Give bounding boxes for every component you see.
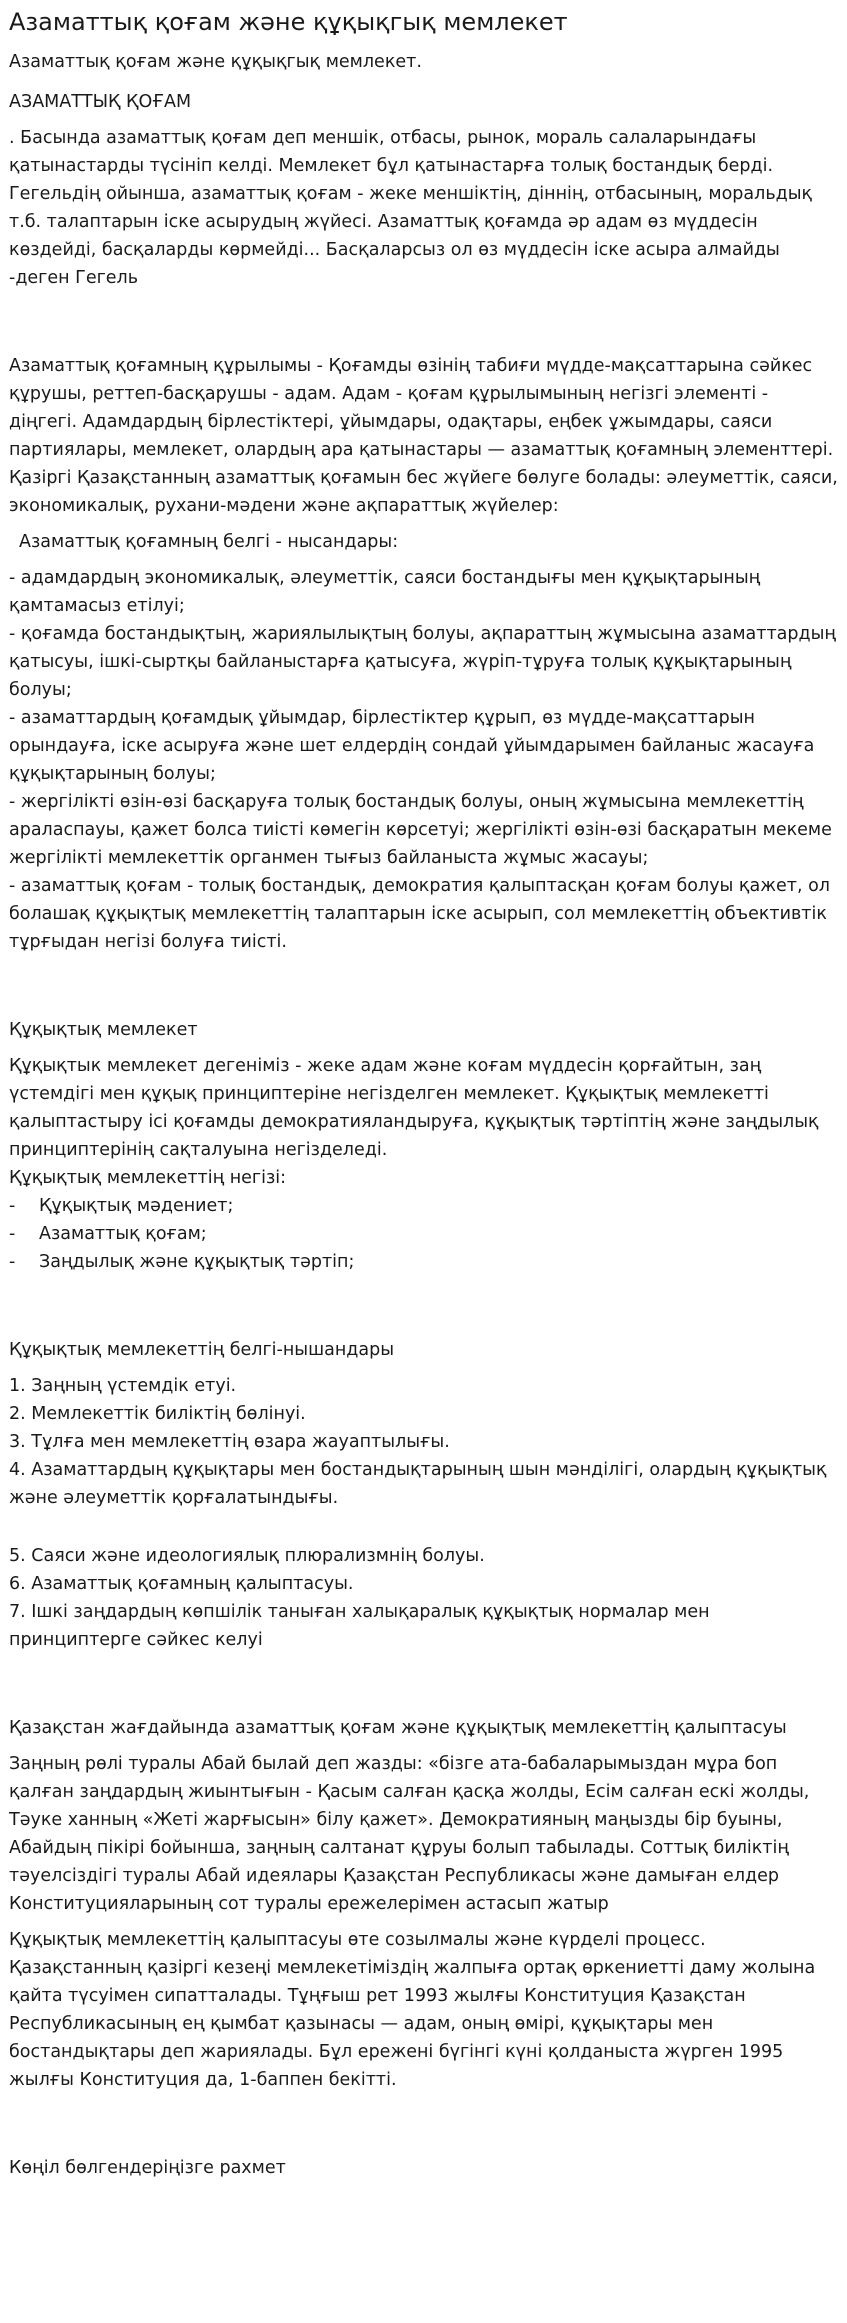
spacer: [9, 1276, 838, 1336]
basis-list: [9, 1192, 838, 1276]
section-heading-legal-state: Құқықтық мемлекет: [9, 1020, 198, 1040]
list-item: 3. Тұлға мен мемлекеттің өзара жауаптылығы.: [9, 1432, 450, 1452]
signs-heading: Азаматтық қоғамның белгі - нысандары:: [19, 532, 399, 552]
list-item: - Құқықтық мәдениет;: [9, 1196, 234, 1216]
list-item: 6. Азаматтық қоғамның қалыптасуы.: [9, 1574, 354, 1594]
section-heading-civil-society: АЗАМАТТЫҚ ҚОҒАМ: [9, 92, 192, 112]
list-item: - жергілікті өзін-өзі басқаруға толық бостандық болуы, оның жұмысына мемлекеттің араласпауы, қажет болса тиісті көмегін көрсетуі; жергілікті өзін-өзі басқаратын мекеме жергілікті мемлекеттік органмен тығыз байланыста жұмыс жасауы;: [9, 792, 832, 868]
closing-text: Көңіл бөлгендеріңізге рахмет: [9, 2158, 286, 2178]
page-title: Азаматтық қоғам және құқықгық мемлекет: [9, 8, 568, 36]
paragraph-constitution: Құқықтық мемлекеттің қалыптасуы өте созылмалы және күрделі процесс. Қазақстанның қазіргі кезеңі мемлекетіміздің жалпыға ортақ өркениетті даму жолына қайта түсуімен сипатталады. Тұңғыш рет 1993 жылғы Конституция Қазақстан Республикасының ең қымбат қазынасы — адам, оның өмірі, құқықтары мен бостандықтары деп жариялады. Бұл ережені бүгінгі күні қолданыста жүрген 1995 жылғы Конституция да, 1-баппен бекітті.: [9, 1930, 816, 2090]
spacer: [9, 1512, 838, 1542]
paragraph-civil-society-intro: . Басында азаматтық қоғам деп меншік, отбасы, рынок, мораль салаларындағы қатынастарды түсініп келді. Мемлекет бұл қатынастарға толық бостандық берді. Гегельдің ойынша, азаматтық қоғам - жеке меншіктің, діннің, отбасының, моральдық т.б. талаптарын іске асырудың жүйесі. Азаматтық қоғамда әр адам өз мүддесін көздейді, басқаларды көрмейді... Басқаларсыз ол өз мүддесін іске асыра алмайды -деген Гегель: [9, 128, 813, 288]
list-item: - қоғамда бостандықтың, жариялылықтың болуы, ақпараттың жұмысына азаматтардың қатысуы, ішкі-сыртқы байланыстарға қатысуға, жүріп-тұруға толық құқықтарының болуы;: [9, 624, 836, 700]
spacer: [9, 1654, 838, 1714]
list-item: 5. Саяси және идеологиялық плюрализмнің болуы.: [9, 1546, 485, 1566]
section-heading-legal-state-signs: Құқықтық мемлекеттің белгі-нышандары: [9, 1340, 395, 1360]
paragraph-civil-society-structure: Азаматтық қоғамның құрылымы - Қоғамды өзінің табиғи мүдде-мақсаттарына сәйкес құрушы, реттеп-басқарушы - адам. Адам - қоғам құрылымының негізгі элементі - діңгегі. Адамдардың бірлестіктері, ұйымдары, одақтары, еңбек ұжымдары, саяси партиялары, мемлекет, олардың ара қатынастары — азаматтық қоғамның элементтері.: [9, 356, 834, 460]
list-item: - Заңдылық және құқықтық тәртіп;: [9, 1252, 355, 1272]
list-item: - адамдардың экономикалық, әлеуметтік, саяси бостандығы мен құқықтарының қамтамасыз етілуі;: [9, 568, 761, 616]
spacer: [9, 956, 838, 1016]
spacer: [9, 292, 838, 352]
spacer: [9, 2094, 838, 2154]
paragraph-legal-state-definition: Құқықтык мемлекет дегеніміз - жеке адам және коғам мүддесін қорғайтын, заң үстемдігі мен құқық принциптеріне негізделген мемлекет. Құқықтық мемлекетті қалыптастыру ісі қоғамды демократияландыруға, құқықтық тәртіптің және заңдылық принциптерінің сақталуына негізделеді.: [9, 1056, 819, 1160]
basis-heading: Құқықтық мемлекеттің негізі:: [9, 1168, 287, 1188]
list-item: 1. Заңның үстемдік етуі.: [9, 1376, 237, 1396]
section-heading-kazakhstan: Қазақстан жағдайында азаматтық қоғам және құқықтық мемлекеттің қалыптасуы: [9, 1718, 787, 1738]
signs-list: [9, 564, 838, 956]
legal-signs-list-b: [9, 1542, 838, 1654]
list-item: 4. Азаматтардың құқықтары мен бостандықтарының шын мәнділігі, олардың құқықтық және әлеуметтік қорғалатындығы.: [9, 1460, 827, 1508]
list-item: - азаматтардың қоғамдық ұйымдар, бірлестіктер құрып, өз мүдде-мақсаттарын орындауға, іске асыруға және шет елдердің сондай ұйымдарымен байланыс жасауға құқықтарының болуы;: [9, 708, 815, 784]
list-item: - азаматтық қоғам - толық бостандық, демократия қалыптасқан қоғам болуы қажет, ол болашақ құқықтық мемлекеттің талаптарын іске асырып, сол мемлекеттің объективтік тұрғыдан негізі болуға тиісті.: [9, 876, 830, 952]
list-item: - Азаматтық қоғам;: [9, 1224, 207, 1244]
subtitle: Азаматтық қоғам және құқықгық мемлекет.: [9, 52, 422, 72]
list-item: 2. Мемлекеттік биліктің бөлінуі.: [9, 1404, 306, 1424]
legal-signs-list-a: [9, 1372, 838, 1512]
paragraph-abai: Заңның рөлі туралы Абай былай деп жазды: «бізге ата-бабаларымыздан мұра боп қалған заңдардың жиынтығын - Қасым салған қасқа жолды, Есім салған ескі жолды, Тәуке ханның «Жеті жарғысын» білу қажет». Демократияның маңызды бір буыны, Абайдың пікірі бойынша, заңның салтанат құруы болып табылады. Соттық биліктің тәуелсіздігі туралы Абай идеялары Қазақстан Республикасы және дамыған елдер Конституцияларының сот туралы ережелерімен астасып жатыр: [9, 1754, 810, 1914]
paragraph-civil-society-systems: Қазіргі Қазақстанның азаматтық қоғамын бес жүйеге бөлуге болады: әлеуметтік, саяси, экономикалық, рухани-мәдени және ақпараттық жүйелер:: [9, 468, 838, 516]
list-item: 7. Ішкі заңдардың көпшілік танығaн халықаралық құқықтық нормалар мен принциптерге сәйкес келуі: [9, 1602, 710, 1650]
